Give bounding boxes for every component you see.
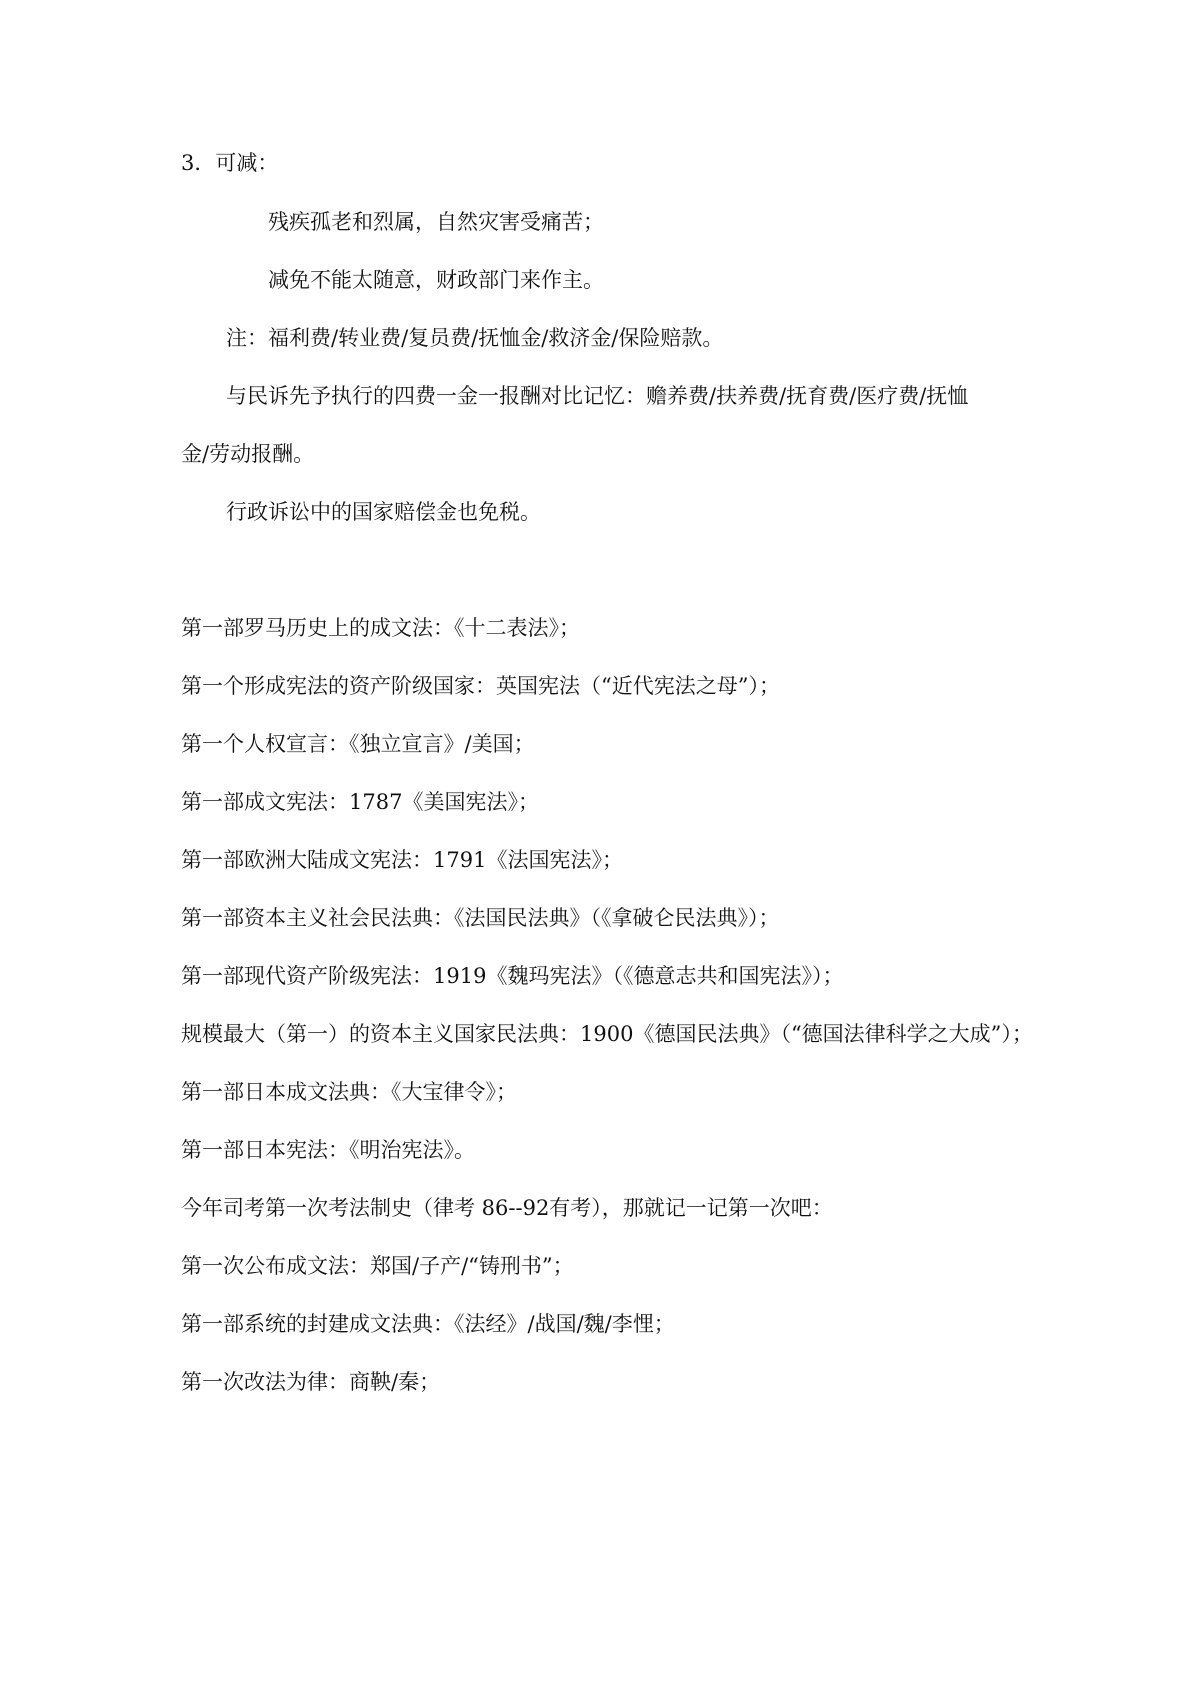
list-item: 第一部日本宪法：《明治宪法》。 — [181, 1138, 475, 1162]
list-item: 第一部成文宪法：1787《美国宪法》； — [181, 790, 539, 814]
compare-line-2: 金/劳动报酬。 — [181, 442, 315, 466]
verse-line-1: 残疾孤老和烈属，自然灾害受痛苦； — [268, 210, 604, 234]
list-item: 第一次改法为律：商鞅/秦； — [181, 1370, 441, 1394]
list-item: 今年司考第一次考法制史（律考 86--92有考），那就记一记第一次吧： — [181, 1196, 833, 1220]
list-item: 第一次公布成文法：郑国/子产/“铸刑书”； — [181, 1254, 574, 1278]
verse-line-2: 减免不能太随意，财政部门来作主。 — [268, 268, 604, 292]
admin-line: 行政诉讼中的国家赔偿金也免税。 — [226, 500, 541, 524]
list-item: 第一个人权宣言：《独立宣言》/美国； — [181, 732, 535, 756]
list-item: 第一部资本主义社会民法典：《法国民法典》（《拿破仑民法典》）； — [181, 906, 780, 930]
list-item: 第一部系统的封建成文法典：《法经》/战国/魏/李悝； — [181, 1312, 675, 1336]
list-item: 第一个形成宪法的资产阶级国家：英国宪法（“近代宪法之母”）； — [181, 674, 780, 698]
note-line: 注：福利费/转业费/复员费/抚恤金/救济金/保险赔款。 — [226, 326, 724, 350]
list-item: 第一部现代资产阶级宪法：1919《魏玛宪法》（《德意志共和国宪法》）； — [181, 964, 844, 988]
list-item: 第一部欧洲大陆成文宪法：1791《法国宪法》； — [181, 848, 623, 872]
section-heading: 3．可减： — [181, 151, 279, 175]
list-item: 第一部日本成文法典：《大宝律令》； — [181, 1080, 517, 1104]
compare-line-1: 与民诉先予执行的四费一金一报酬对比记忆：赡养费/扶养费/抚育费/医疗费/抚恤 — [226, 384, 969, 408]
list-item: 第一部罗马历史上的成文法：《十二表法》； — [181, 616, 580, 640]
list-item: 规模最大（第一）的资本主义国家民法典：1900《德国民法典》（“德国法律科学之大成”）； — [181, 1022, 1033, 1046]
